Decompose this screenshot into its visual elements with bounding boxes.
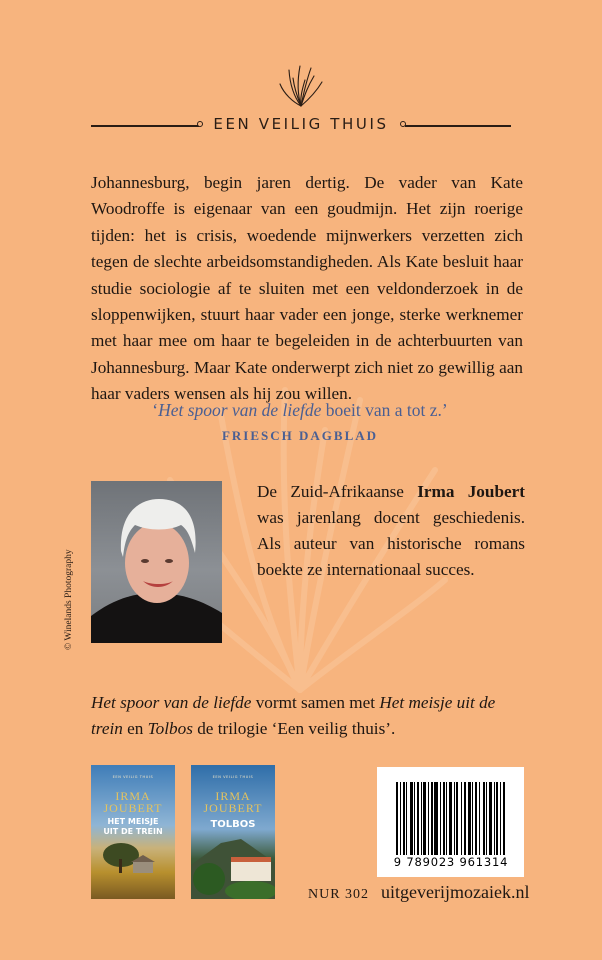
barcode-bars <box>396 782 506 860</box>
book-cover-tolbos <box>191 765 275 899</box>
author-photo <box>91 481 222 643</box>
trilogy-text-2: en <box>122 719 148 738</box>
cover-author-last: JOUBERT <box>203 801 263 815</box>
photo-credit: © Winelands Photography <box>64 549 74 650</box>
author-portrait-image <box>91 481 222 643</box>
bio-suffix: was jarenlang docent geschiedenis. Als auteur van historische romans boekte ze internationaal succes. <box>257 508 525 579</box>
review-source: FRIESCH DAGBLAD <box>221 428 379 443</box>
trilogy-text-3: de trilogie ‘Een veilig thuis’. <box>192 719 396 738</box>
quote-text: boeit van a tot z.’ <box>321 400 448 420</box>
cover-title-line1: HET MEISJE <box>107 817 159 826</box>
series-divider-left-dot <box>197 121 203 127</box>
cover-series: EEN VEILIG THUIS <box>212 775 254 779</box>
trilogy-note <box>91 690 531 742</box>
bio-prefix: De Zuid-Afrikaanse <box>257 482 418 501</box>
trilogy-title-3: Tolbos <box>147 719 193 738</box>
author-name: Irma Joubert <box>417 482 526 501</box>
cover-series: EEN VEILIG THUIS <box>112 775 154 779</box>
cover-title: TOLBOS <box>210 819 256 830</box>
cover-author-last: JOUBERT <box>103 801 163 815</box>
cover-landscape-image <box>191 835 275 899</box>
author-bio <box>257 479 525 583</box>
trilogy-text-1: vormt samen met <box>251 693 380 712</box>
plant-icon <box>278 64 324 108</box>
quote-title: Het spoor van de liefde <box>158 400 322 420</box>
series-title: EEN VEILIG THUIS <box>213 115 389 133</box>
trilogy-title-1: Het spoor van de liefde <box>91 693 252 712</box>
series-divider-right <box>405 125 511 127</box>
nur-code: NUR 302 <box>308 887 370 902</box>
book-blurb <box>91 170 523 408</box>
cover-landscape-image <box>91 835 175 899</box>
cover-author-first: IRMA <box>215 789 251 803</box>
review-quote <box>120 400 480 421</box>
quote-open: ‘ <box>152 400 159 420</box>
series-divider-left <box>91 125 199 127</box>
blurb-text: Johannesburg, begin jaren dertig. De vader van Kate Woodroffe is eigenaar van een goudmijn. Het zijn roerige tijden: het is crisis, woedende mijnwerkers verzetten zich tegen de slechte arbeidsomstandigheden. Als Kate besluit haar studie sociologie af te sluiten met een veldonderzoek in de sloppenwijken, stuurt haar vader een jonge, sterke werknemer met haar mee om haar te begeleiden in de achterbuurten van Johannesburg. Maar Kate onderwerpt zich niet zo gewillig aan haar vaders wensen als hij zou willen. <box>91 173 523 404</box>
book-cover-het-meisje-uit-de-trein <box>91 765 175 899</box>
isbn-barcode <box>377 767 524 877</box>
trilogy-title-2: Het meisje uit de trein <box>91 693 496 738</box>
cover-author-first: IRMA <box>115 789 151 803</box>
publisher-website[interactable]: uitgeverijmozaiek.nl <box>381 882 530 902</box>
cover-title-line2: UIT DE TREIN <box>103 827 163 836</box>
isbn-number: 9 789023 961314 <box>389 855 513 869</box>
